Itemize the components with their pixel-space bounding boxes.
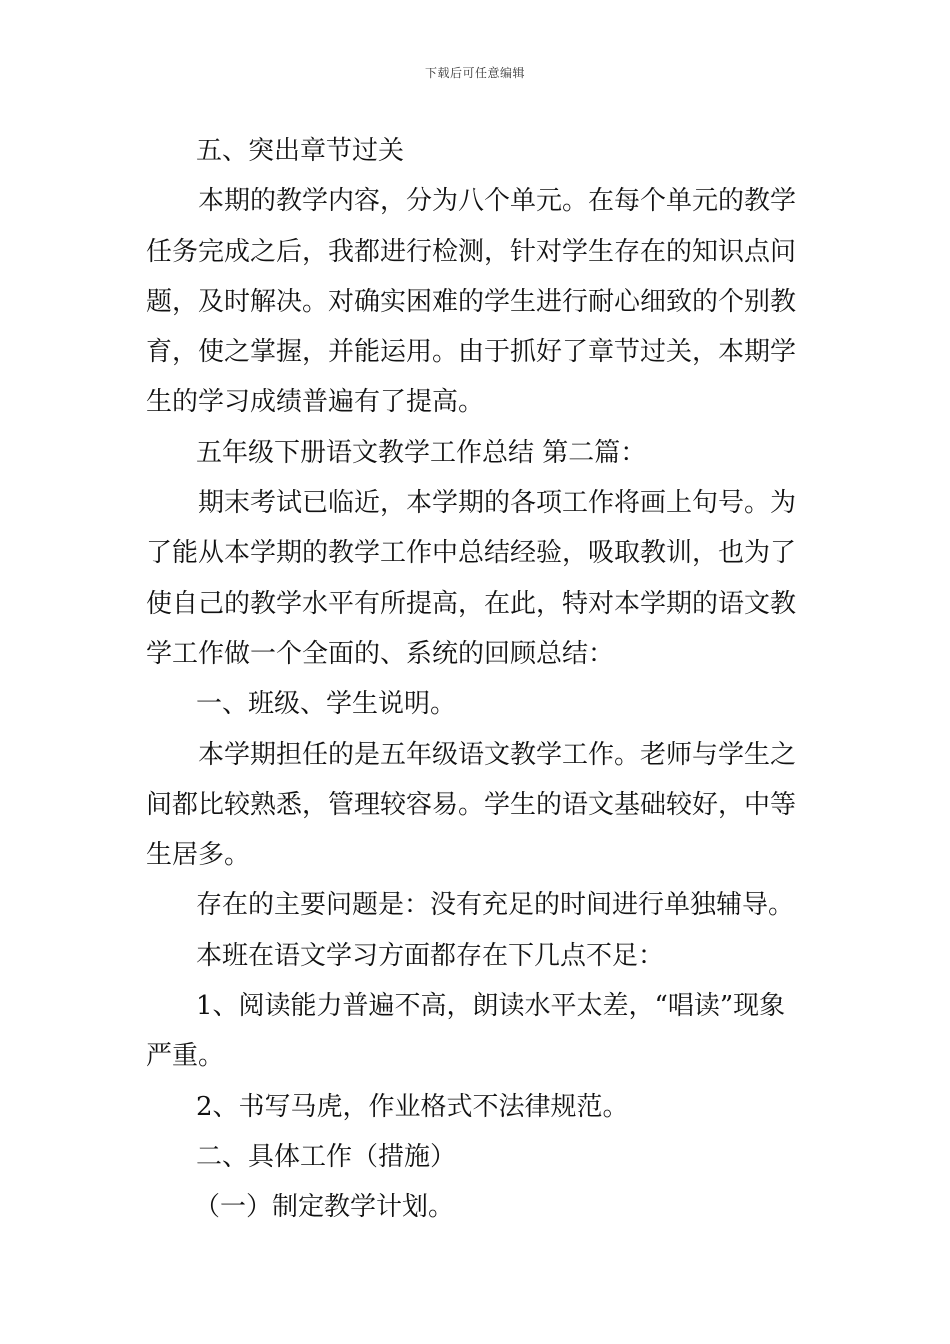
paragraph-line: 存在的主要问题是：没有充足的时间进行单独辅导。 — [196, 890, 795, 921]
paragraph-line: 本期的教学内容，分为八个单元。在每个单元的教学 — [198, 186, 797, 217]
paragraph-line: 间都比较熟悉，管理较容易。学生的语文基础较好，中等 — [146, 789, 797, 820]
paragraph-line: 生的学习成绩普遍有了提高。 — [146, 387, 485, 418]
paragraph-line: 使自己的教学水平有所提高，在此，特对本学期的语文教 — [146, 588, 797, 619]
section-heading: 五、突出章节过关 — [196, 136, 405, 166]
subsection-heading: （一）制定教学计划。 — [194, 1192, 455, 1223]
paragraph-line: 育，使之掌握，并能运用。由于抓好了章节过关，本期学 — [146, 337, 797, 368]
section-heading: 一、班级、学生说明。 — [196, 689, 457, 720]
paragraph-line: 本班在语文学习方面都存在下几点不足： — [196, 940, 665, 971]
paragraph-line: 本学期担任的是五年级语文教学工作。老师与学生之 — [198, 739, 797, 770]
paragraph-line: 题，及时解决。对确实困难的学生进行耐心细致的个别教 — [146, 286, 797, 317]
paragraph-line: 任务完成之后，我都进行检测，针对学生存在的知识点问 — [146, 236, 797, 267]
paragraph-line: 严重。 — [146, 1041, 225, 1072]
section-heading: 二、具体工作（措施） — [196, 1141, 457, 1172]
paragraph-line: 期末考试已临近，本学期的各项工作将画上句号。为 — [198, 488, 797, 519]
paragraph-line: 了能从本学期的教学工作中总结经验，吸取教训，也为了 — [146, 538, 797, 569]
list-item: 2、书写马虎，作业格式不法律规范。 — [196, 1091, 629, 1122]
list-item: 1、阅读能力普遍不高，朗读水平太差，“唱读”现象 — [196, 991, 786, 1022]
paragraph-line: 生居多。 — [146, 840, 251, 871]
document-body — [146, 126, 810, 1233]
paragraph-line: 学工作做一个全面的、系统的回顾总结： — [146, 638, 615, 669]
page-header: 下载后可任意编辑 — [424, 66, 525, 80]
article-title: 五年级下册语文教学工作总结 第二篇： — [196, 437, 647, 468]
